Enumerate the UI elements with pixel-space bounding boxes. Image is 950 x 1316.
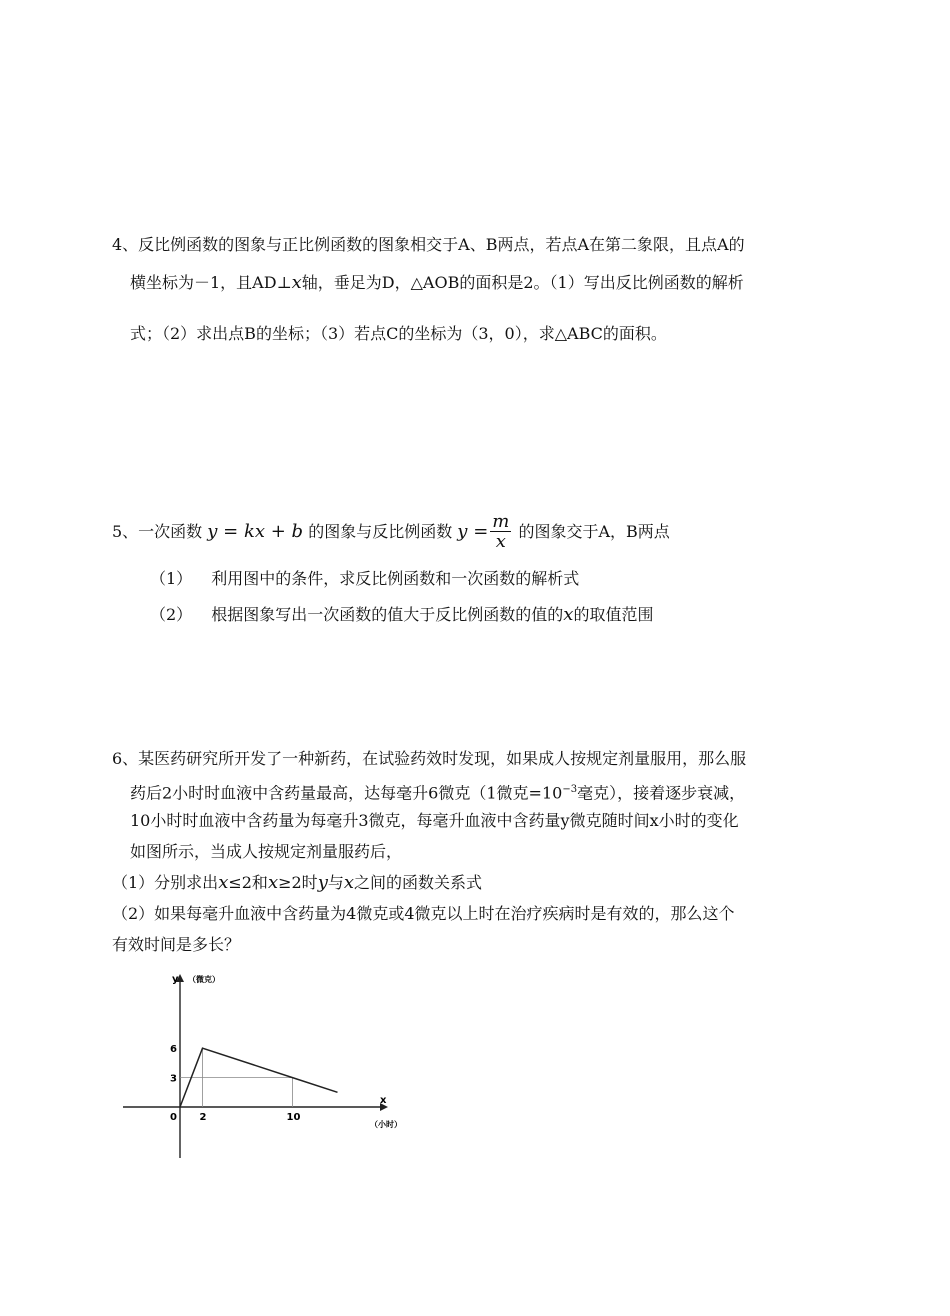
q6-line-2 <box>130 779 745 804</box>
q5-sub-1 <box>150 568 579 590</box>
x-axis-unit: （小时） <box>370 1120 402 1129</box>
q5-sub-2-num: （2） <box>150 605 193 624</box>
x-tick-2: 2 <box>199 1112 207 1123</box>
q6-part-1-d: 与 <box>327 873 344 892</box>
q5-intro <box>112 510 670 554</box>
q6-part-1-x1: x <box>218 872 229 893</box>
x-axis-label: x <box>380 1095 387 1106</box>
q6-part-1-b: ≤2和 <box>228 873 268 892</box>
q6-part-1-e: 之间的函数关系式 <box>354 873 483 892</box>
q6-line-3: 10小时时血液中含药量为每毫升3微克，每毫升血液中含药量y微克随时间x小时的变化 <box>130 811 739 830</box>
y-tick-6: 6 <box>170 1044 177 1056</box>
y-axis-unit: （微克） <box>188 975 220 984</box>
q4-var-x: x <box>291 272 302 293</box>
q6-part-2-line-2: 有效时间是多长？ <box>112 935 241 954</box>
q4-line-2-b: 轴，垂足为D，△AOB的面积是2。（1）写出反比例函数的解析 <box>301 273 744 292</box>
drug-concentration-graph <box>118 970 428 1165</box>
q5-fraction-denominator: x <box>495 531 506 552</box>
q5-sub-1-text: 利用图中的条件，求反比例函数和一次函数的解析式 <box>211 569 580 588</box>
q4-line-3: 式；（2）求出点B的坐标；（3）若点C的坐标为（3，0），求△ABC的面积。 <box>130 324 667 343</box>
y-tick-3: 3 <box>170 1073 177 1085</box>
q6-part-2-line-1: （2）如果每毫升血液中含药量为4微克或4微克以上时在治疗疾病时是有效的，那么这个 <box>112 904 735 923</box>
q5-intro-a: 5、一次函数 <box>112 522 203 541</box>
q5-intro-b: 的图象与反比例函数 <box>308 522 453 541</box>
q6-part-1-a: （1）分别求出 <box>112 873 219 892</box>
q4-line-1: 4、反比例函数的图象与正比例函数的图象相交于A、B两点，若点A在第二象限，且点A的 <box>112 235 745 254</box>
q5-fraction-numerator: m <box>492 511 510 532</box>
q6-line-4: 如图所示，当成人按规定剂量服药后， <box>130 842 403 861</box>
q5-var-x: x <box>563 604 574 625</box>
q6-part-1-c: ≥2时 <box>278 873 318 892</box>
q6-part-1-x3: x <box>343 872 355 893</box>
q4-line-2 <box>130 272 744 294</box>
q5-sub-2 <box>150 604 653 626</box>
x-tick-10: 10 <box>286 1112 301 1123</box>
q6-part-1-x2: x <box>267 872 279 893</box>
q5-sub-1-num: （1） <box>150 569 193 588</box>
q5-intro-c: 的图象交于A，B两点 <box>518 522 670 541</box>
q5-sub-2-text-b: 的取值范围 <box>573 605 654 624</box>
q6-part-1 <box>112 872 482 894</box>
q6-line-2-a: 药后2小时时血液中含药量最高，达每毫升6微克（1微克=10 <box>130 783 563 803</box>
x-tick-0: 0 <box>170 1112 177 1123</box>
q6-line-2-b: 毫克），接着逐步衰减， <box>577 783 746 803</box>
q5-fraction <box>490 513 511 552</box>
q6-line-1: 6、某医药研究所开发了一种新药，在试验药效时发现，如果成人按规定剂量服用，那么服 <box>112 749 747 768</box>
q5-equation-linear: y = kx + b <box>207 521 304 542</box>
y-axis-label: y <box>172 974 179 985</box>
q6-part-1-y: y <box>317 872 328 893</box>
q4-line-2-a: 横坐标为－1，且AD⊥ <box>130 273 292 292</box>
q5-sub-2-text-a: 根据图象写出一次函数的值大于反比例函数的值的 <box>211 605 564 624</box>
q6-line-2-sup: −3 <box>562 784 578 795</box>
q5-equation-inverse-left: y = <box>457 521 489 542</box>
